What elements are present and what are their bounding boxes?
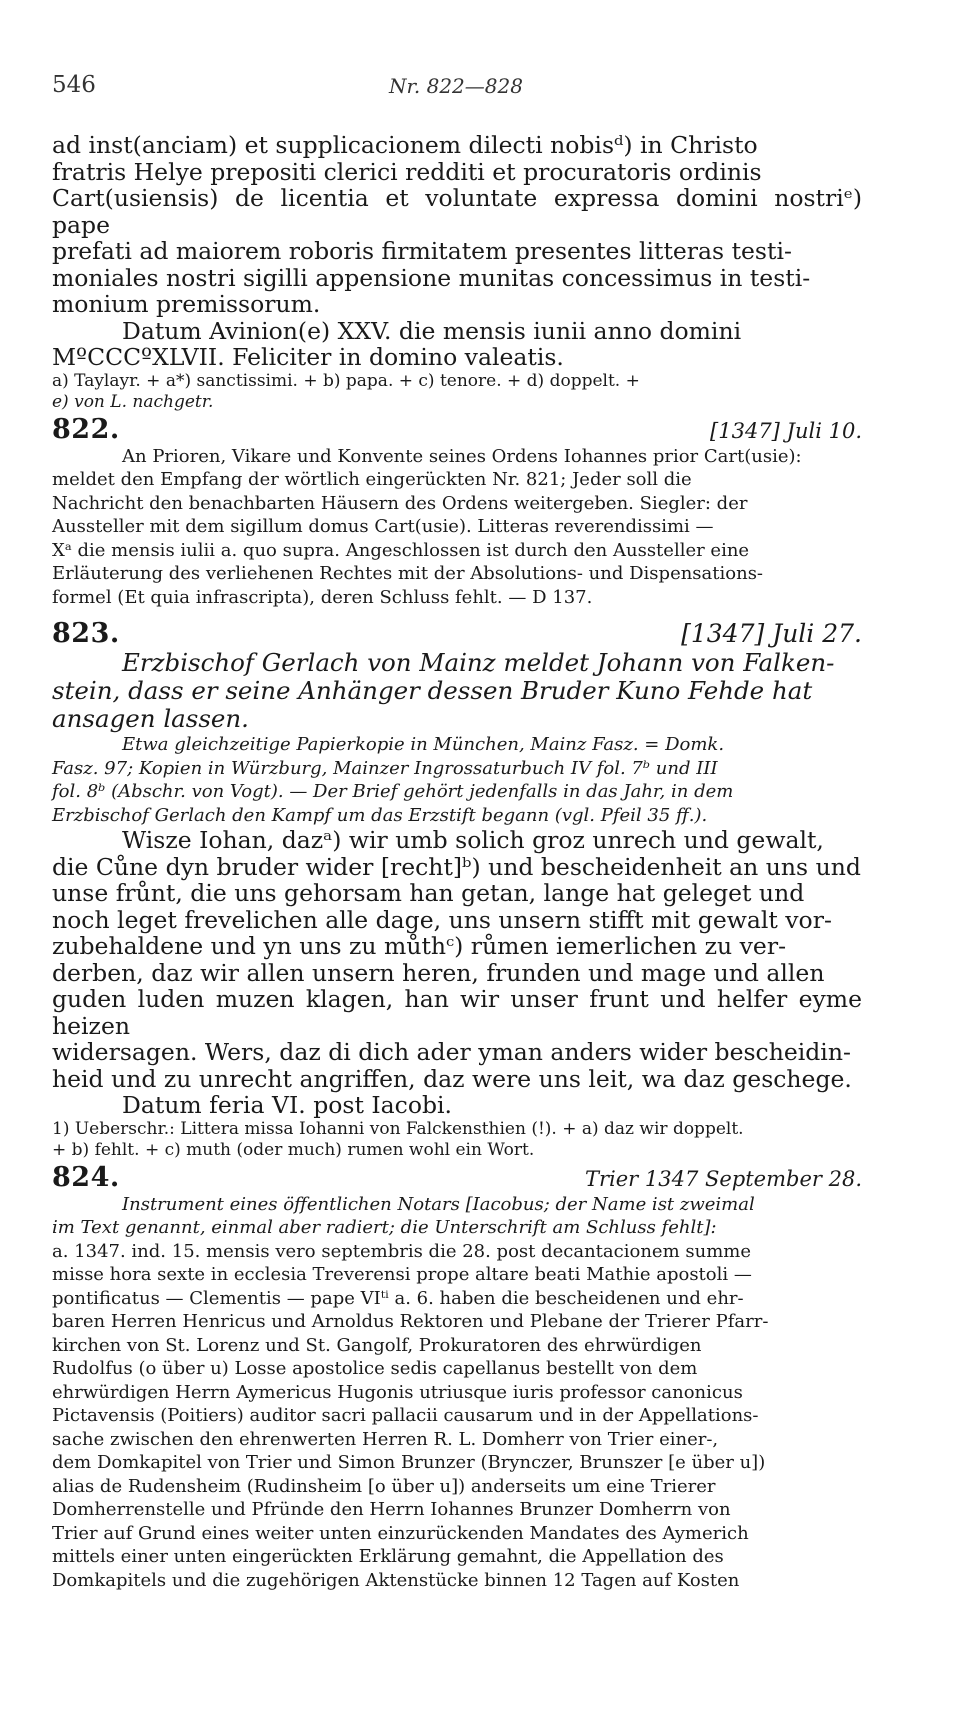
entry-823-heading [52, 618, 862, 649]
entry-824-heading [52, 1162, 862, 1193]
text-line: Instrument eines öffentlichen Notars [Iacobus; der Name ist zweimal [122, 1193, 755, 1215]
text-line: meldet den Empfang der wörtlich eingerückten Nr. 821; Jeder soll die [52, 469, 692, 490]
regest-line: Erzbischof Gerlach von Mainz meldet Johann von Falken- [122, 648, 835, 677]
source-line: Etwa gleichzeitige Papierkopie in München, Mainz Fasz. = Domk. [122, 734, 725, 755]
text-line: widersagen. Wers, daz di dich ader yman anders wider bescheidin- [52, 1038, 851, 1066]
text-line: Domkapitels und die zugehörigen Aktenstücke binnen 12 Tagen auf Kosten [52, 1569, 740, 1591]
entry-821-notes [52, 371, 862, 413]
entry-823-regest [52, 649, 862, 733]
text-line: misse hora sexte in ecclesia Treverensi prope altare beati Mathie apostoli — [52, 1264, 752, 1285]
text-line: ehrwürdigen Herrn Aymericus Hugonis utriusque iuris professor canonicus [52, 1381, 743, 1403]
footnote-line: 1) Ueberschr.: Littera missa Iohanni von Falckensthien (!). + a) daz wir doppelt. [52, 1118, 744, 1139]
entry-824-text [52, 1193, 862, 1593]
text-line: noch leget frevelichen alle dage, uns unsern stifft mit gewalt vor- [52, 905, 832, 934]
text-line: heid und zu unrecht angriffen, daz were uns leit, wa daz geschege. [52, 1064, 852, 1093]
text-line: alias de Rudensheim (Rudinsheim [o über u]) anderseits um eine Trierer [52, 1475, 716, 1497]
text-line: fratris Helye prepositi clerici redditi et procuratoris ordinis [52, 157, 762, 186]
regest-line: ansagen lassen. [52, 704, 249, 733]
source-line: Erzbischof Gerlach den Kampf um das Erzstift begann (vgl. Pfeil 35 ff.). [52, 804, 708, 826]
text-line: guden luden muzen klagen, han wir unser frunt und helfer eyme heizen [52, 985, 862, 1040]
footnote-line: e) von L. nachgetr. [52, 391, 214, 412]
entry-823-body [52, 827, 862, 1119]
text-line: prefati ad maiorem roboris firmitatem presentes litteras testi- [52, 237, 792, 265]
entry-date: Trier 1347 September 28. [584, 1166, 862, 1191]
entry-822-heading [52, 414, 862, 445]
text-line: kirchen von St. Lorenz und St. Gangolf, Prokuratoren des ehrwürdigen [52, 1334, 702, 1356]
text-line: sache zwischen den ehrenwerten Herren R. L. Domherr von Trier einer-, [52, 1428, 719, 1450]
text-line: Rudolfus (o über u) Losse apostolice sedis capellanus bestellt von dem [52, 1358, 698, 1379]
text-line: Nachricht den benachbarten Häusern des Ordens weitergeben. Siegler: der [52, 492, 748, 514]
entry-number: 824. [52, 1161, 120, 1193]
text-line: dem Domkapitel von Trier und Simon Brunzer (Brynczer, Brunszer [e über u]) [52, 1452, 766, 1473]
text-line: im Text genannt, einmal aber radiert; die Unterschrift am Schluss fehlt]: [52, 1217, 717, 1238]
text-line: ad inst(anciam) et supplicacionem dilecti nobisᵈ) in Christo [52, 131, 758, 159]
regest-line: stein, dass er seine Anhänger dessen Bruder Kuno Fehde hat [52, 676, 813, 705]
text-line: Xᵃ die mensis iulii a. quo supra. Angeschlossen ist durch den Aussteller eine [52, 539, 750, 561]
text-line: Domherrenstelle und Pfründe den Herrn Iohannes Brunzer Domherrn von [52, 1499, 731, 1520]
entry-822-text [52, 445, 862, 610]
entry-date: [1347] Juli 27. [681, 619, 862, 648]
entry-number: 822. [52, 413, 120, 445]
text-line: Wisze Iohan, dazᵃ) wir umb solich groz unrech und gewalt, [122, 826, 824, 854]
text-line: monium premissorum. [52, 290, 321, 318]
footnote-line: + b) fehlt. + c) muth (oder much) rumen wohl ein Wort. [52, 1139, 535, 1160]
footnote-line: a) Taylayr. + a*) sanctissimi. + b) papa. + c) tenore. + d) doppelt. + [52, 370, 640, 391]
datum-line: Datum feria VI. post Iacobi. [122, 1091, 453, 1119]
text-line: derben, daz wir allen unsern heren, frunden und mage und allen [52, 958, 825, 987]
running-head: Nr. 822—828 [389, 74, 523, 98]
text-line: An Prioren, Vikare und Konvente seines Ordens Iohannes prior Cart(usie): [122, 445, 802, 467]
entry-823-notes [52, 1119, 862, 1161]
text-line: pontificatus — Clementis — pape VIᵗⁱ a. 6. haben die bescheidenen und ehr- [52, 1287, 744, 1309]
page-header [52, 72, 860, 102]
datum-line: Datum Avinion(e) XXV. die mensis iunii anno domini [122, 316, 742, 345]
text-line: baren Herren Henricus und Arnoldus Rektoren und Plebane der Trierer Pfarr- [52, 1311, 769, 1332]
text-line: mittels einer unten eingerückten Erklärung gemahnt, die Appellation des [52, 1546, 724, 1567]
datum-line: MºCCCºXLVII. Feliciter in domino valeatis. [52, 343, 564, 371]
entry-date: [1347] Juli 10. [710, 418, 862, 443]
text-line: unse frůnt, die uns gehorsam han getan, lange hat geleget und [52, 879, 805, 907]
page-number: 546 [52, 72, 96, 98]
text-line: Cart(usiensis) de licentia et voluntate expressa domini nostriᵉ) pape [52, 184, 862, 239]
text-line: Trier auf Grund eines weiter unten einzurückenden Mandates des Aymerich [52, 1522, 749, 1544]
page-content [52, 132, 862, 1592]
text-line: moniales nostri sigilli appensione munitas concessimus in testi- [52, 263, 811, 292]
text-line: Pictavensis (Poitiers) auditor sacri pallacii causarum und in der Appellations- [52, 1405, 759, 1426]
entry-number: 823. [52, 618, 120, 649]
text-line: die Cůne dyn bruder wider [recht]ᵇ) und bescheidenheit an uns und [52, 852, 861, 881]
text-line: formel (Et quia infrascripta), deren Schluss fehlt. — D 137. [52, 586, 593, 608]
text-line: Erläuterung des verliehenen Rechtes mit der Absolutions- und Dispensations- [52, 563, 764, 584]
text-line: a. 1347. ind. 15. mensis vero septembris die 28. post decantacionem summe [52, 1240, 751, 1262]
text-line: Aussteller mit dem sigillum domus Cart(usie). Litteras reverendissimi — [52, 516, 714, 537]
source-line: Fasz. 97; Kopien in Würzburg, Mainzer Ingrossaturbuch IV fol. 7ᵇ und III [52, 757, 718, 779]
text-line: zubehaldene und yn uns zu můthᶜ) růmen iemerlichen zu ver- [52, 932, 787, 960]
source-line: fol. 8ᵇ (Abschr. von Vogt). — Der Brief gehört jedenfalls in das Jahr, in dem [52, 781, 734, 802]
entry-821-body [52, 132, 862, 371]
entry-823-sources [52, 733, 862, 827]
